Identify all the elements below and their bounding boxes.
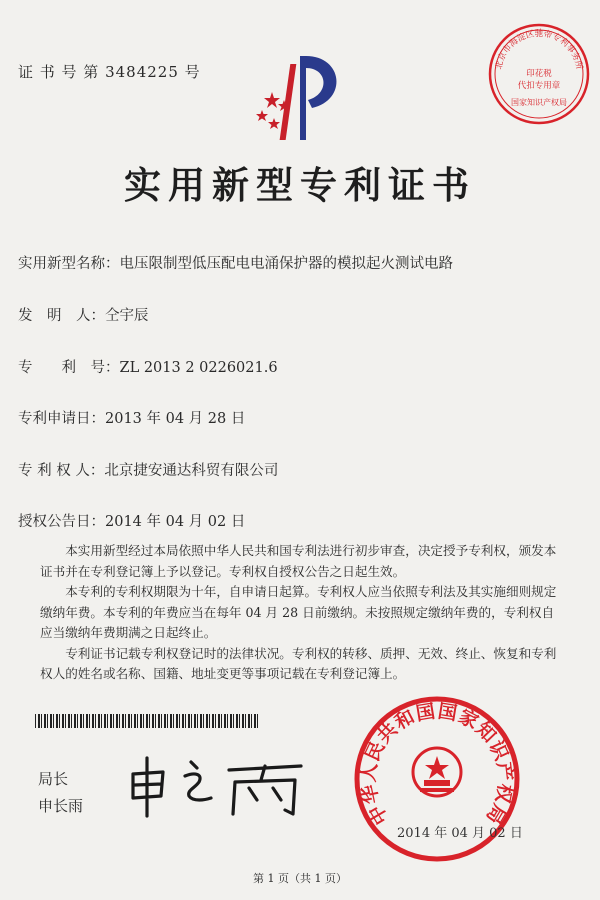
application-date-value: 2013 年 04 月 28 日: [105, 411, 246, 427]
body-paragraph-2: 本专利的专利权期限为十年，自申请日起算。专利权人应当依照专利法及其实施细则规定缴纳年费。本专利的年费应当在每年 04 月 28 日前缴纳。未按照规定缴纳年费的，专利权自应当缴纳年费期满之日起终止。: [40, 584, 557, 640]
utility-model-name-value: 电压限制型低压配电电涌保护器的模拟起火测试电路: [119, 256, 453, 272]
utility-model-name-field: [18, 252, 453, 273]
page-number: 第 1 页（共 1 页）: [253, 872, 347, 885]
field-label: 专利申请日：: [18, 411, 105, 427]
tax-seal-center-text-2: 代扣专用章: [517, 81, 561, 91]
field-label: 实用新型名称：: [18, 256, 120, 272]
inventor-field: [18, 304, 149, 325]
field-label: 授权公告日：: [18, 514, 105, 530]
barcode: [35, 714, 260, 728]
director-title: 局长: [38, 770, 69, 788]
official-seal-ring-text: 中华人民共和国国家知识产权局: [357, 700, 517, 829]
svg-text:北京市海淀区驰帝专利事务所: [493, 28, 585, 71]
patentee-value: 北京捷安通达科贸有限公司: [104, 463, 279, 479]
certificate-body: [40, 541, 560, 685]
patent-number-field: [18, 356, 278, 377]
patent-number-value: ZL 2013 2 0226021.6: [119, 360, 278, 376]
grant-date-field: [18, 510, 245, 531]
inventor-value: 仝宇辰: [105, 308, 149, 324]
patentee-field: [18, 459, 278, 480]
field-label: 发 明 人：: [18, 308, 105, 324]
body-paragraph-1: 本实用新型经过本局依照中华人民共和国专利法进行初步审查，决定授予专利权，颁发本证书并在专利登记簿上予以登记。专利权自授权公告之日起生效。: [40, 543, 557, 579]
national-emblem-icon: [413, 748, 461, 796]
director-signature: [125, 752, 325, 822]
certificate-title: 实用新型专利证书: [124, 163, 476, 207]
tax-seal-stamp: [487, 22, 591, 126]
director-name: 申长雨: [38, 797, 84, 815]
field-label: 专 利 权 人：: [18, 463, 105, 479]
certificate-number: 证 书 号 第 3484225 号: [18, 63, 201, 81]
tax-seal-center-text-1: 印花税: [526, 69, 552, 79]
patent-office-emblem-icon: [248, 48, 360, 148]
body-paragraph-3: 专利证书记载专利权登记时的法律状况。专利权的转移、质押、无效、终止、恢复和专利权人的姓名或名称、国籍、地址变更等事项记载在专利登记簿上。: [40, 645, 557, 681]
tax-seal-ring-text: 北京市海淀区驰帝专利事务所: [494, 29, 584, 71]
grant-date-value: 2014 年 04 月 02 日: [105, 514, 246, 530]
application-date-field: [18, 407, 245, 428]
seal-date: 2014 年 04 月 02 日: [397, 826, 523, 841]
tax-seal-bottom-text: 国家知识产权局: [511, 98, 567, 107]
field-label: 专 利 号：: [18, 360, 120, 376]
